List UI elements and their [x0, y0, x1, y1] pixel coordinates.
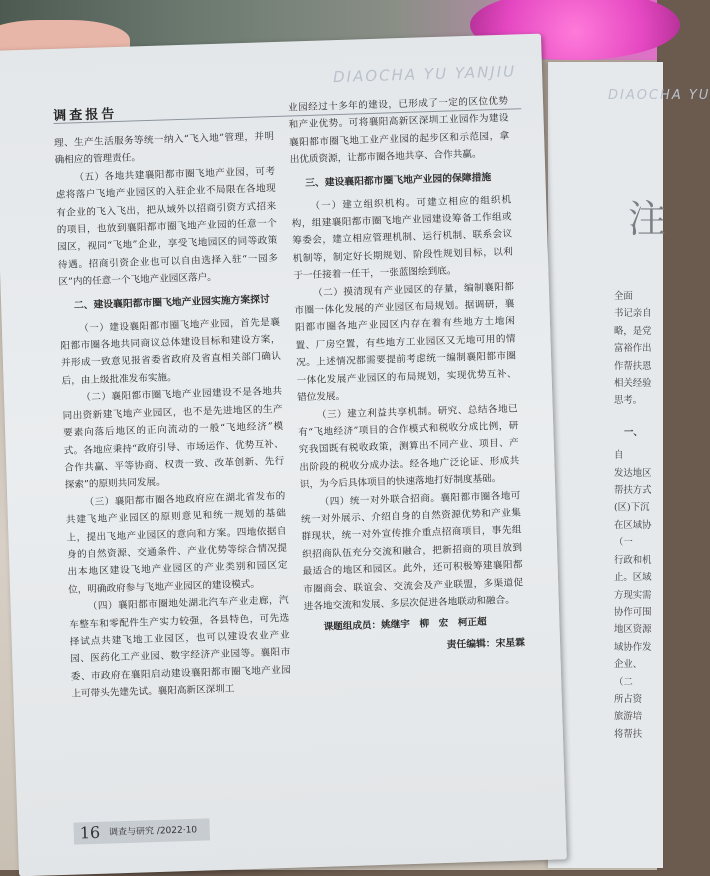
next-page-line: 在区域协 — [614, 519, 652, 531]
paragraph: （五）各地共建襄阳都市圈飞地产业园，可考虑将落户飞地产业园区的入驻企业不局限在各地现有企业的飞入飞出，把从域外以招商引资方式招来的项目，也放到襄阳都市圈飞地产业园的任意一个园区，视同“飞地”企业，享受飞地园区的同等政策待遇。招商引资企业也可以自由选择入驻“一园多区”内的任意一个飞地产业园区落户。 — [55, 165, 278, 289]
section-heading: 三、建设襄阳都市圈飞地产业园的保障措施 — [304, 171, 492, 189]
paragraph: （四）统一对外联合招商。襄阳都市圈各地可统一对外展示、介绍自身的自然资源优势和产业集群现状，统一对外宣传推介重点招商项目，事先组织招商队伍充分交流和融合，把新招商的项目放到最适合的地区和园区。此外，还可积极筹建襄阳都市圈商会、联谊会、交流会及产业联盟，多渠道促进各地交流和发展、多层次促进各地联动和融合。 — [300, 490, 524, 613]
section-label: 调查报告 — [53, 106, 118, 124]
next-page-line: 书记亲自 — [614, 308, 652, 320]
next-page-line: 发达地区 — [614, 467, 652, 479]
paragraph: 理、生产生活服务等统一纳入“飞入地”管理，并明确相应的管理责任。 — [53, 131, 275, 167]
next-page-line: 自 — [614, 450, 624, 462]
paragraph: （四）襄阳都市圈地处湖北汽车产业走廊，汽车整车和零配件生产实力较强，各县特色，可先选择试点共建飞地工业园区，也可以建设农业产业园、医药化工产业园、数字经济产业园等。襄阳市委、市政府在襄阳启动建设襄阳都市圈飞地产业园上可带头先建先试。襄阳高新区深圳工 — [69, 594, 291, 700]
next-page-line: 略，是党 — [614, 325, 652, 337]
next-page-header: DIAOCHA YU — [608, 88, 710, 103]
magazine-page — [0, 34, 567, 876]
next-page-line: 富裕作出 — [614, 343, 652, 355]
section-heading: 二、建设襄阳都市圈飞地产业园实施方案探讨 — [73, 293, 270, 312]
next-page-line: 相关经验 — [614, 378, 652, 390]
left-column — [54, 128, 292, 703]
paragraph: （一）建立组织机构。可建立相应的组织机构，组建襄阳都市圈飞地产业园建设筹备工作组或筹委会，建立相应管理机制、运行机制、联系会议机制等，制定好长期规划、阶段性规划目标，以利于一任接着一任干，一张蓝图绘到底。 — [291, 194, 513, 282]
next-page-line: 全面 — [614, 291, 633, 302]
next-page-line: 所占资 — [614, 693, 643, 705]
research-members: 课题组成员：姚继宇 柳 宏 柯正超 — [323, 616, 487, 634]
next-page-line: 作帮扶恩 — [614, 360, 652, 372]
next-page-line: 止。区域 — [614, 572, 652, 584]
paragraph: 业园经过十多年的建设，已形成了一定的区位优势和产业优势。可将襄阳高新区深圳工业园作为建设襄阳都市圈飞地工业产业园的起步区和示范园，拿出优质资源，让都市圈各地共享、合作共赢。 — [287, 95, 510, 166]
paragraph: （三）襄阳都市圈各地政府应在湖北省发布的共建飞地产业园区的原则意见和统一规划的基础上，提出飞地产业园区的意向和方案。四地依据自身的自然资源、交通条件、产业优势等综合情况提出本地区建设飞地产业园区的产业类别和园区定位，明确政府参与飞地产业园区的建设模式。 — [65, 490, 288, 596]
journal-issue: 调查与研究 /2022·10 — [108, 825, 198, 839]
next-page-line: 将帮扶 — [614, 728, 643, 740]
paragraph: （二）襄阳都市圈飞地产业园建设不是各地共同出资新建飞地产业园区，也不是先进地区的生产要素向落后地区的正向流动的一般“飞地经济”模式。各地应秉持“政府引导、市场运作、优势互补、合作共赢、平等协商、权责一致、改革创新、先行探索”的原则共同发展。 — [62, 386, 285, 492]
next-page-line: （二 — [614, 676, 633, 688]
responsible-editor: 责任编辑：宋星霖 — [446, 637, 526, 651]
next-page-line: 旅游培 — [614, 711, 643, 723]
right-column — [288, 93, 525, 659]
next-page-text — [614, 288, 674, 743]
next-page-title-char: 注 — [628, 197, 667, 241]
next-page-heading: 一、 — [624, 426, 643, 438]
next-page-line: 域协作发 — [614, 641, 652, 653]
next-page-line: 地区资源 — [614, 624, 652, 636]
paragraph: （一）建设襄阳都市圈飞地产业园，首先是襄阳都市圈各地共同商议总体建设目标和建设方案，并形成一致意见报省委省政府及省直相关部门确认后，由上级批准发布实施。 — [60, 316, 282, 387]
next-page-line: 企业、 — [614, 659, 643, 671]
next-page-line: （一 — [614, 537, 633, 549]
paragraph: （二）摸清现有产业园区的存量，编制襄阳都市圈一体化发展的产业园区布局规划。据调研，襄阳都市圈各地产业园区内存在着有些地方土地闲置、厂房空置，有些地方工业园区又无地可用的情况。上述情况都需要提前考虑统一编制襄阳都市圈一体化发展产业园区的布局规划，实现优势互补、错位发展。 — [294, 281, 517, 404]
page-number: 16 — [79, 822, 101, 843]
header-latin-title: DIAOCHA YU YANJIU — [332, 62, 517, 87]
next-page — [548, 62, 710, 868]
next-page-line: 方现实需 — [614, 589, 652, 601]
next-page-line: 帮扶方式 — [614, 485, 652, 497]
next-page-line: 行政和机 — [614, 554, 652, 566]
page-footer — [73, 818, 210, 844]
next-page-line: 思考。 — [614, 395, 643, 407]
next-page-line: (区)下沉 — [614, 502, 650, 514]
paragraph: （三）建立利益共享机制。研究、总结各地已有“飞地经济”项目的合作模式和税收分成比例，研究我国既有税收政策，测算出不同产业、项目、产出阶段的税收分成办法。经各地广泛论证、形成共识，为今后具体项目的快速落地打好制度基础。 — [298, 403, 520, 491]
next-page-line: 协作可围 — [614, 606, 652, 618]
